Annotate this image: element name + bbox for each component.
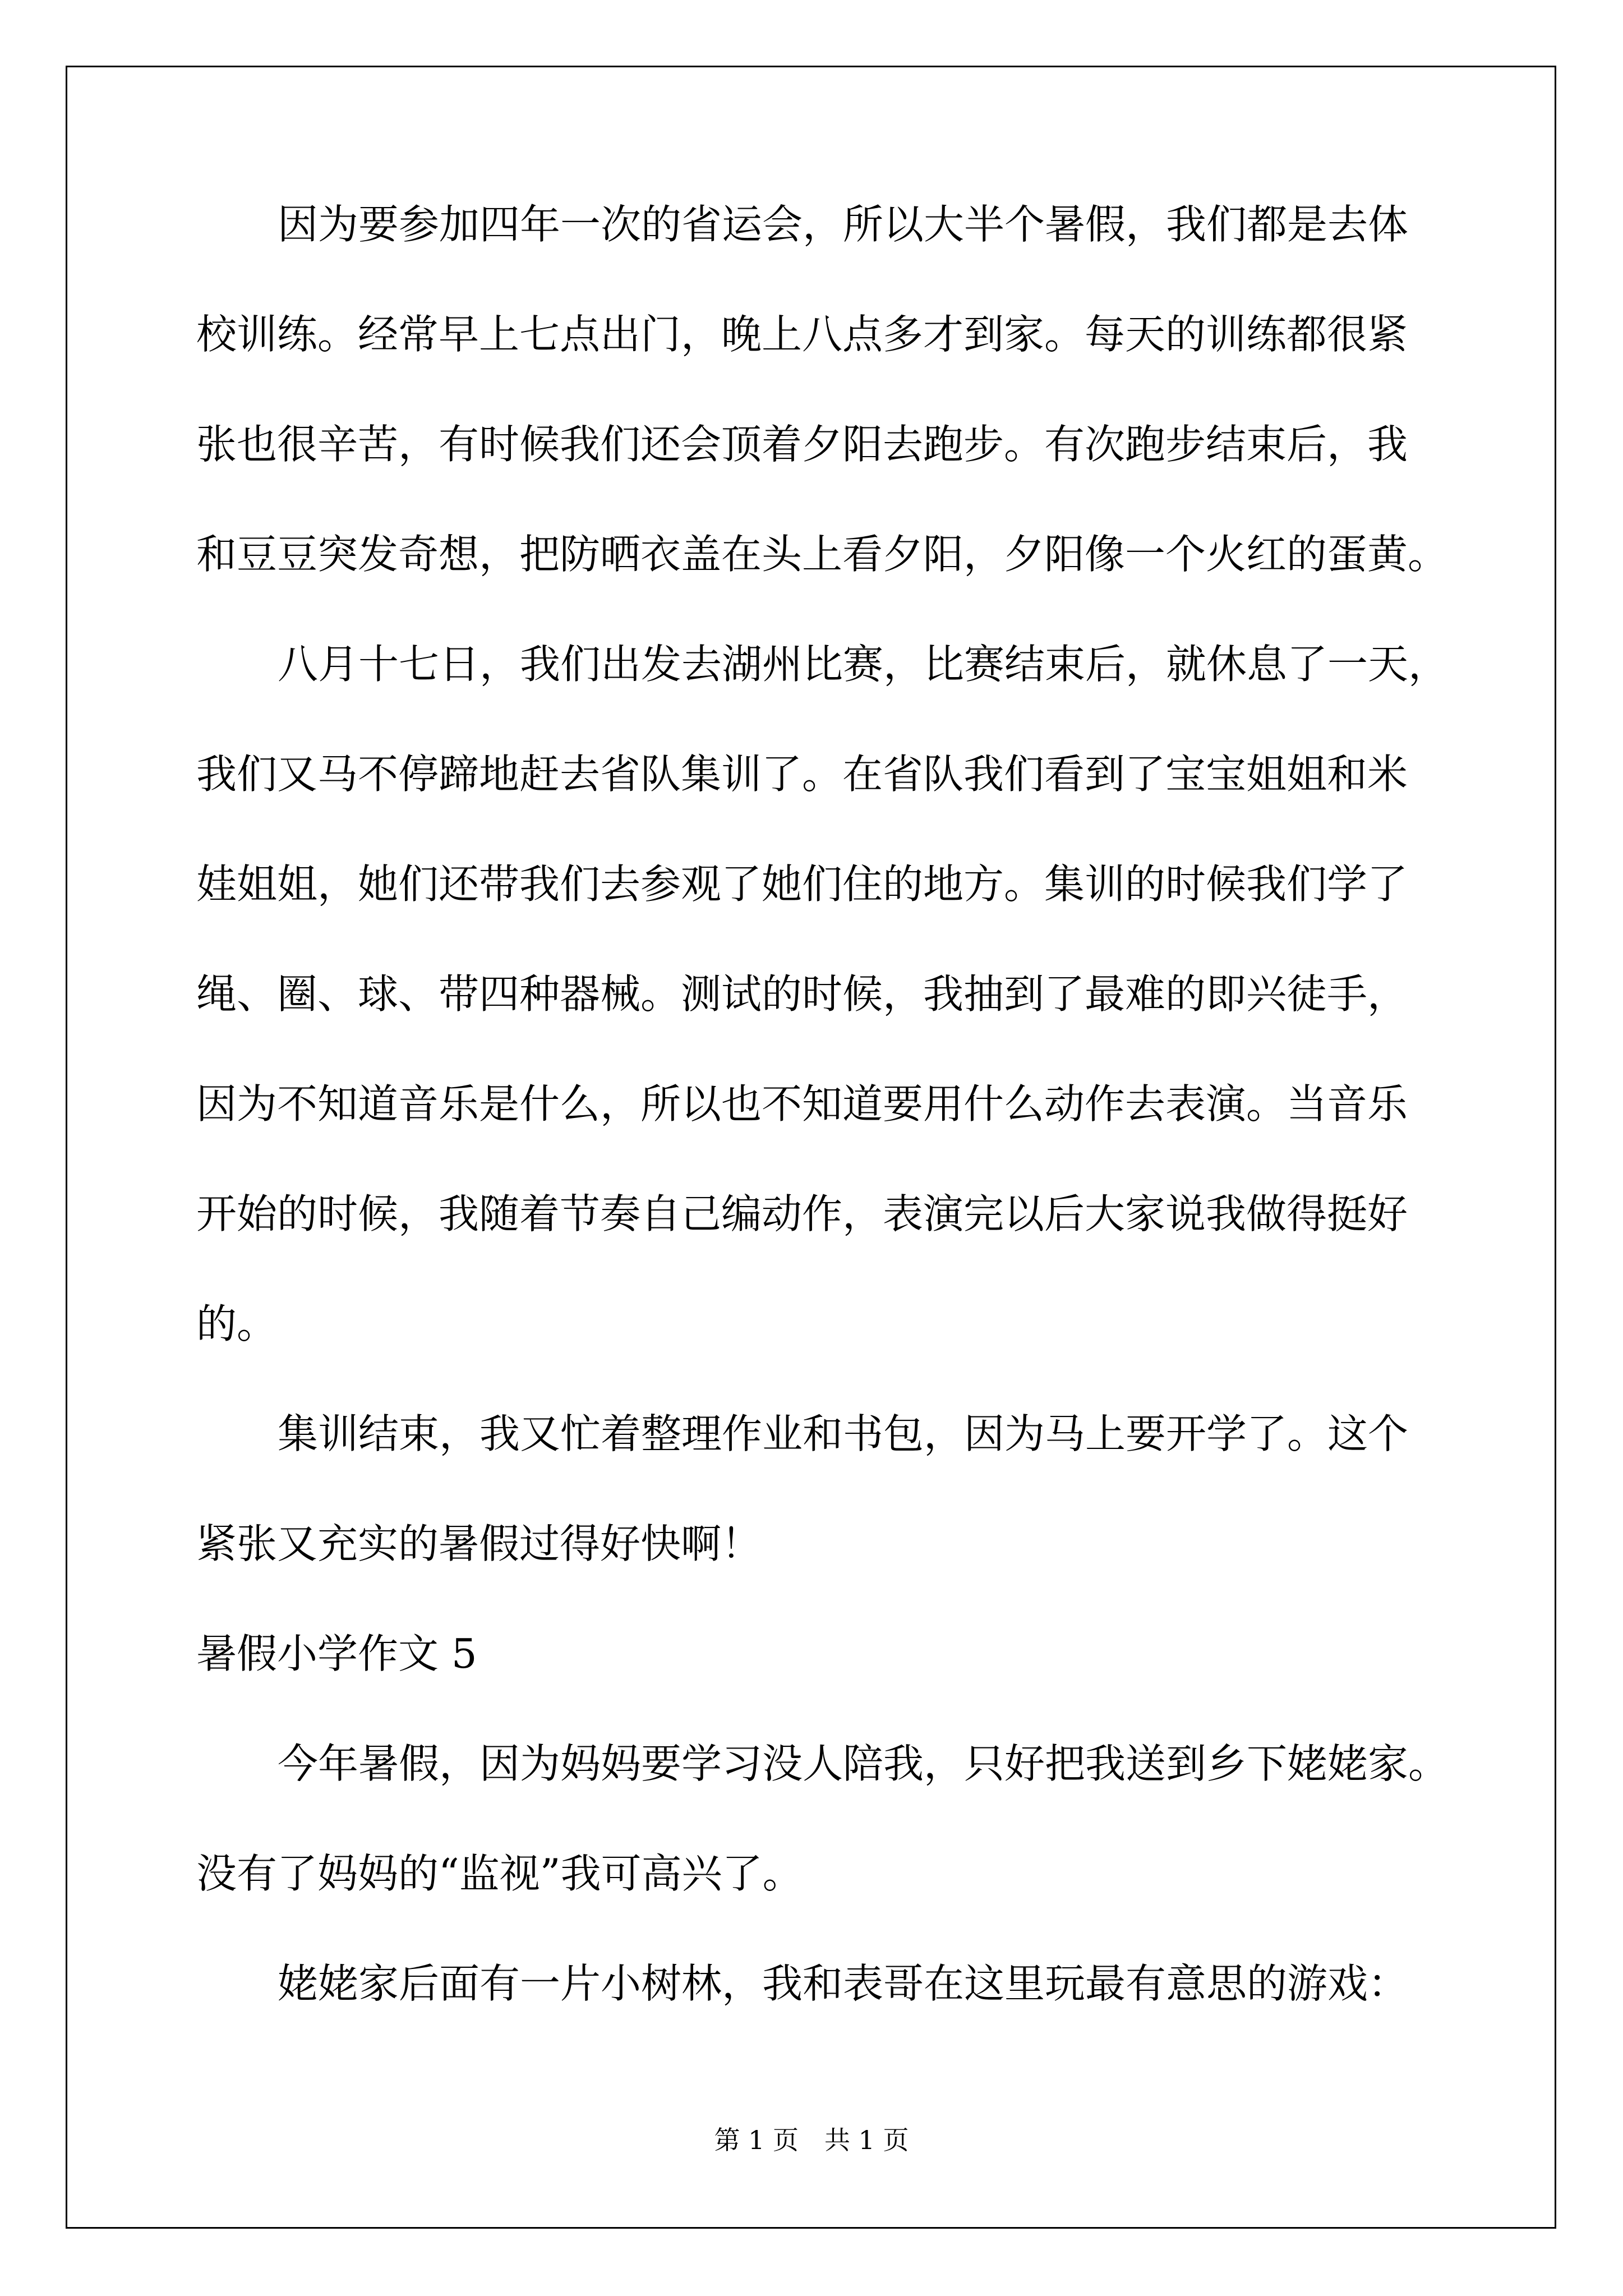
paragraph-1-line-3: 张也很辛苦，有时候我们还会顶着夕阳去跑步。有次跑步结束后，我 — [196, 421, 1408, 468]
paragraph-3-line-2: 紧张又充实的暑假过得好快啊！ — [196, 1520, 762, 1567]
paragraph-5-line-1: 姥姥家后面有一片小树林，我和表哥在这里玩最有意思的游戏： — [278, 1960, 1409, 2007]
paragraph-1-line-1: 因为要参加四年一次的省运会，所以大半个暑假，我们都是去体 — [278, 201, 1409, 248]
paragraph-1-line-2: 校训练。经常早上七点出门，晚上八点多才到家。每天的训练都很紧 — [196, 311, 1408, 358]
paragraph-2-line-1: 八月十七日，我们出发去湖州比赛，比赛结束后，就休息了一天， — [278, 641, 1449, 688]
paragraph-2-line-7: 的。 — [196, 1300, 278, 1347]
paragraph-2-line-2: 我们又马不停蹄地赶去省队集训了。在省队我们看到了宝宝姐姐和米 — [196, 751, 1408, 798]
paragraph-2-line-6: 开始的时候，我随着节奏自己编动作，表演完以后大家说我做得挺好 — [196, 1190, 1408, 1237]
paragraph-4-line-2: 没有了妈妈的“监视”我可高兴了。 — [196, 1850, 803, 1897]
page-border — [66, 66, 1556, 2229]
paragraph-2-line-4: 绳、圈、球、带四种器械。测试的时候，我抽到了最难的即兴徒手， — [196, 970, 1408, 1018]
paragraph-2-line-3: 娃姐姐，她们还带我们去参观了她们住的地方。集训的时候我们学了 — [196, 861, 1408, 908]
page-number: 第 1 页 共 1 页 — [714, 2125, 909, 2155]
paragraph-3-line-1: 集训结束，我又忙着整理作业和书包，因为马上要开学了。这个 — [278, 1410, 1409, 1457]
paragraph-4-line-1: 今年暑假，因为妈妈要学习没人陪我，只好把我送到乡下姥姥家。 — [278, 1740, 1449, 1787]
section-heading: 暑假小学作文 5 — [196, 1630, 477, 1677]
paragraph-1-line-4: 和豆豆突发奇想，把防晒衣盖在头上看夕阳，夕阳像一个火红的蛋黄。 — [196, 531, 1449, 578]
paragraph-2-line-5: 因为不知道音乐是什么，所以也不知道要用什么动作去表演。当音乐 — [196, 1080, 1408, 1128]
